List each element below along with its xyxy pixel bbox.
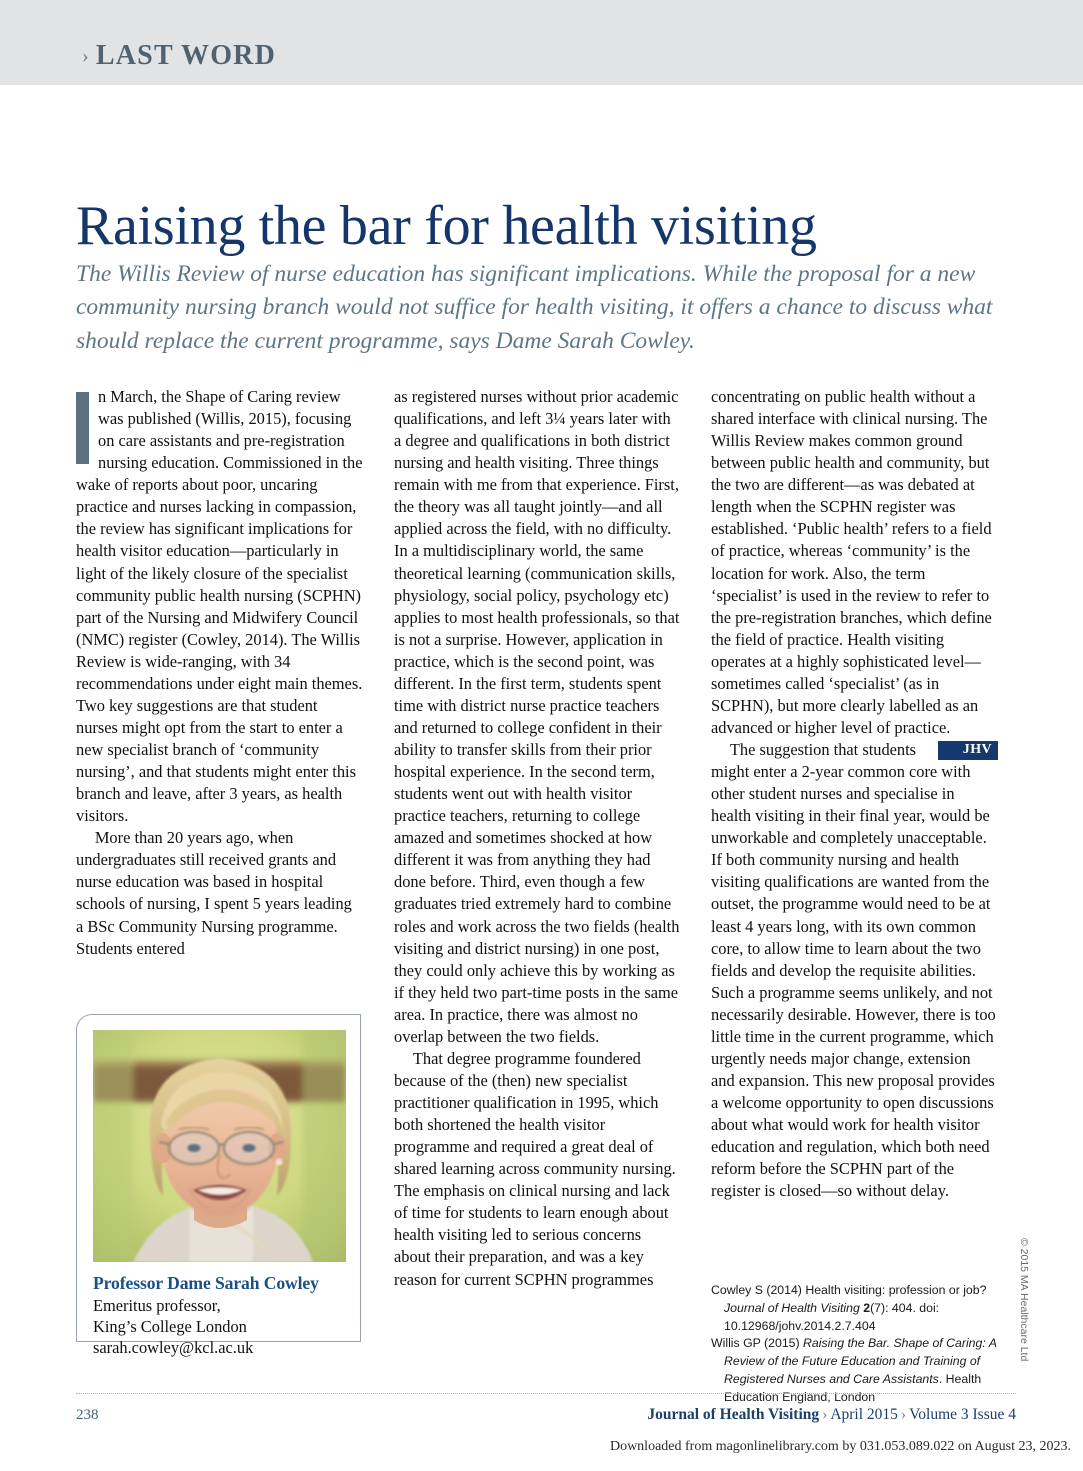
body-paragraph — [76, 386, 363, 827]
author-name: Professor Dame Sarah Cowley — [93, 1273, 319, 1293]
reference-locator: (7): 404. doi: 10.12968/johv.2014.2.7.404 — [724, 1300, 940, 1333]
author-bio-box — [76, 1014, 361, 1357]
body-column-2 — [394, 386, 681, 1291]
section-kicker — [82, 40, 276, 72]
drop-cap-letter-i — [76, 392, 89, 464]
paragraph-text: n March, the Shape of Caring review was published (Willis, 2015), focusing on care assistants and pre-registration nursing education. Commissioned in the wake of reports about poor, uncaring practice and nurses lacking in compassion, the review has significant implications for health visitor education—particularly in light of the likely closure of the specialist community public health nursing (SCPHN) part of the Nursing and Midwifery Council (NMC) register (Cowley, 2014). The Willis Review is wide-ranging, with 34 recommendations under eight main themes. Two key suggestions are that student nurses might opt from the start to enter a new specialist branch of ‘community nursing’, and that students might enter this branch and leave, after 3 years, as health visitors. — [76, 387, 363, 826]
reference-text: Willis GP (2015) — [711, 1336, 804, 1351]
chevron-right-icon: › — [82, 45, 90, 67]
author-affiliation: King’s College London — [93, 1316, 247, 1336]
kicker-label: LAST WORD — [95, 40, 277, 71]
references-list — [711, 1282, 1011, 1407]
article-standfirst: The Willis Review of nurse education has significant implications. While the proposal for a new community nursing branch would not suffice for health visiting, it offers a chance to discuss what should replace the current programme, says Dame Sarah Cowley. — [76, 261, 993, 354]
author-email[interactable]: sarah.cowley@kcl.ac.uk — [93, 1337, 254, 1357]
reference-journal: Journal of Health Visiting — [724, 1300, 864, 1315]
author-caption — [93, 1273, 351, 1358]
footer-separator: › — [822, 1406, 828, 1423]
footer-volume-issue: Volume 3 Issue 4 — [909, 1406, 1016, 1423]
body-paragraph: More than 20 years ago, when undergraduates still received grants and nurse education was based in hospital schools of nursing, I spent 5 years leading a BSc Community Nursing programme. Students entered — [76, 828, 352, 958]
reference-item — [711, 1282, 1011, 1335]
footer-divider — [76, 1393, 1016, 1394]
body-paragraph: concentrating on public health without a shared interface with clinical nursing. The Willis Review makes common ground between public health and community, but the two are different—as was debated at length when the SCPHN register was established. ‘Public health’ refers to a field of practice, whereas ‘community’ is the location for work. Also, the term ‘specialist’ is used in the review to refer to the pre-registration branches, which define the field of practice. Health visiting operates at a highly sophisticated level—sometimes called ‘specialist’ (as in SCPHN), but more clearly labelled as an advanced or higher level of practice. — [711, 387, 992, 737]
reference-title: Raising the Bar. Shape of Caring: A Review of the Future Education and Training of Registered Nurses and Care Assistants — [724, 1336, 997, 1387]
footer-journal-name: Journal of Health Visiting — [647, 1406, 820, 1423]
body-paragraph — [711, 739, 998, 1202]
reference-volume: 2 — [863, 1300, 871, 1315]
reference-item — [711, 1335, 1011, 1406]
reference-text: Cowley S (2014) Health visiting: profession or job? — [711, 1283, 987, 1297]
author-portrait-image — [93, 1030, 346, 1262]
footer-separator: › — [900, 1406, 907, 1423]
article-title: Raising the bar for health visiting — [76, 194, 817, 257]
download-stamp: Downloaded from magonlinelibrary.com by 031.053.089.022 on August 23, 2023. — [609, 1439, 1071, 1454]
author-role: Emeritus professor, — [93, 1295, 221, 1315]
jhv-logo: JHV — [938, 741, 998, 760]
author-photo — [93, 1030, 346, 1262]
reference-publisher: . Health Education England, London — [724, 1372, 982, 1404]
copyright-side-text: © 2015 MA Healthcare Ltd — [1018, 1238, 1030, 1362]
page-number: 238 — [76, 1407, 99, 1423]
footer-journal-info — [647, 1406, 1016, 1424]
footer-issue-date: April 2015 — [830, 1406, 898, 1423]
body-column-3 — [711, 386, 998, 1202]
body-column-1 — [76, 386, 363, 986]
body-paragraph: That degree programme foundered because of the (then) new specialist practitioner qualification in 1995, which both shortened the health visitor programme and required a great deal of shared learning across community nursing. The emphasis on clinical nursing and lack of time for students to learn enough about health visiting led to serious concerns about their preparation, and was a key reason for current SCPHN programmes — [394, 1048, 676, 1289]
body-paragraph: as registered nurses without prior academic qualifications, and left 3¼ years later with a degree and qualifications in both district nursing and health visiting. Three things remain with me from that experience. First, the theory was all taught jointly—and all applied across the field, with no difficulty. In a multidisciplinary world, the same theoretical learning (communication skills, physiology, social policy, psychology etc) applies to most health professionals, so that is not a surprise. However, application in practice, which is the second point, was different. In the first term, students spent time with district nurse practice teachers and returned to college confident in their ability to transfer skills from their prior hospital experience. In the second term, students went out with health visitor practice teachers, returning to college amazed and sometimes shocked at how different it was from anything they had done before. Third, even though a few graduates tried extremely hard to combine roles and work across the two fields (health visiting and district nursing) in one post, they could only achieve this by working as if they held two part-time posts in the same area. In practice, there was almost no overlap between the two fields. — [394, 387, 680, 1046]
paragraph-text: The suggestion that students might enter a 2-year common core with other student nurses and specialise in health visiting in their final year, would be unworkable and completely unacceptable. If both community nursing and health visiting qualifications are wanted from the outset, the programme would need to be at least 4 years long, with its own common core, to allow time to learn about the two fields and develop the requisite abilities. Such a programme seems unlikely, and not necessarily desirable. However, there is too little time in the current programme, which urgently needs major change, extension and expansion. This new proposal provides a welcome opportunity to open discussions about what would work for health visitor education and regulation, which both need reform before the SCPHN part of the register is closed—so without delay. — [711, 740, 996, 1201]
